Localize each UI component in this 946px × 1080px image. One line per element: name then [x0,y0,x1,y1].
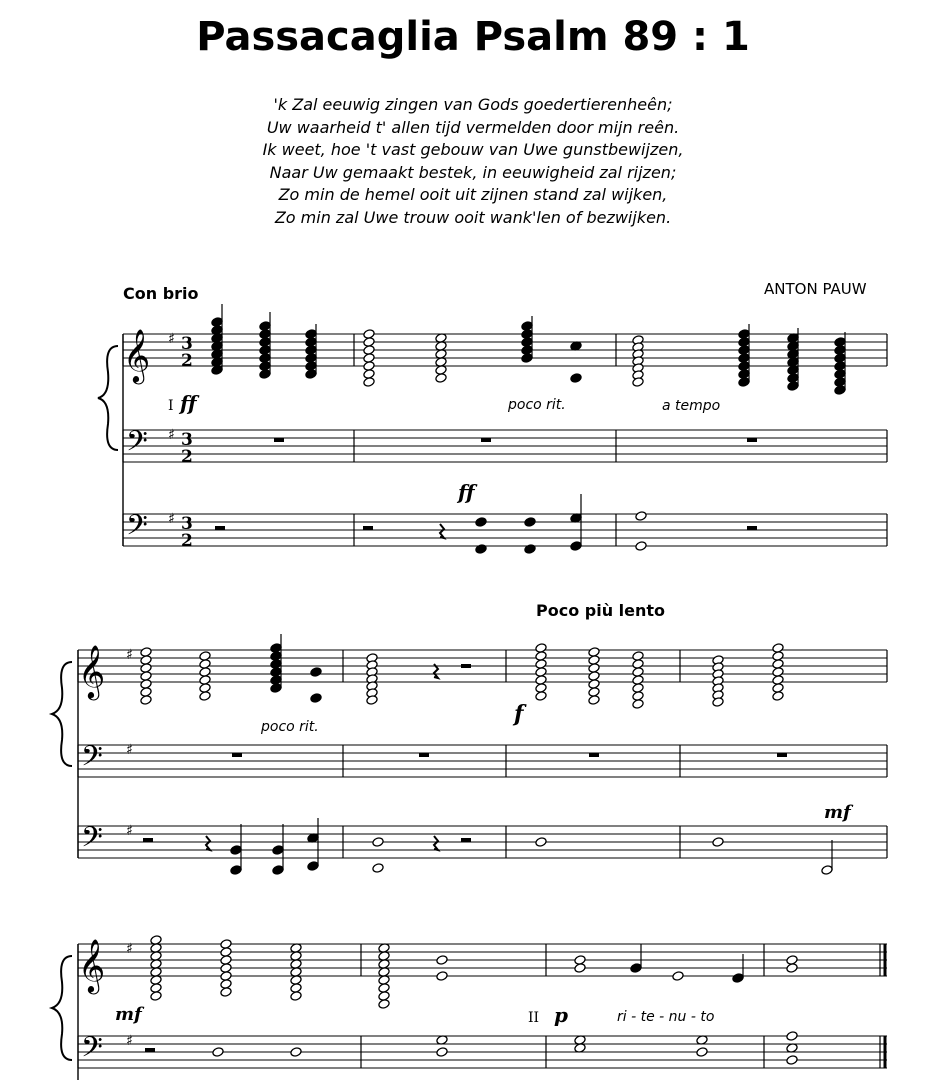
poem-line: Naar Uw gemaakt bestek, in eeuwigheid zal rijzen; [269,162,677,182]
open-notehead [378,999,390,1010]
filled-notehead [787,381,799,392]
grand-staff-brace [52,956,72,1060]
open-notehead [712,837,724,848]
filled-notehead [475,544,487,555]
expression-poco-rit: poco rit. [508,397,566,413]
filled-notehead [270,683,282,694]
filled-notehead [230,865,242,876]
piece-title: Passacaglia Psalm 89 : 1 [196,14,750,60]
filled-notehead [630,963,642,974]
open-notehead [372,837,384,848]
sharp-sign: ♯ [126,1033,133,1049]
bass-clef: 𝄢 [81,740,103,780]
poem-line: Uw waarheid t' allen tijd vermelden door mijn reên. [266,117,680,137]
dynamic-ff: ff [180,391,197,415]
filled-notehead [307,861,319,872]
half-rest [461,664,471,668]
filled-notehead [475,517,487,528]
staff-lines [78,334,887,1068]
dynamic-ff: ff [458,480,475,504]
half-rest [747,526,757,530]
expression-ritenuto: ri - te - nu - to [617,1009,715,1025]
open-notehead [588,695,600,706]
tempo-marking-con-brio: Con brio [123,284,199,303]
composer-name: ANTON PAUW [764,280,867,298]
expression-poco-rit: poco rit. [261,719,319,735]
treble-clef: 𝄞 [78,644,106,698]
open-notehead [220,987,232,998]
half-rest [145,1048,155,1052]
poem-line: 'k Zal eeuwig zingen van Gods goedertierenheên; [273,95,673,114]
expression-a-tempo: a tempo [662,398,721,414]
quarter-rest [206,836,210,850]
quarter-rest [434,836,438,850]
time-signature-denominator: 2 [181,531,193,551]
treble-clef: 𝄞 [78,938,106,992]
open-notehead [150,991,162,1002]
open-notehead [436,955,448,966]
bass-clef: 𝄢 [81,821,103,861]
bass-clef: 𝄢 [126,425,148,465]
filled-notehead [834,385,846,396]
half-rest [215,526,225,530]
filled-notehead [570,541,582,552]
poem-line: Zo min zal Uwe trouw ooit wank'len of bezwijken. [274,207,672,227]
noteheads [140,304,846,1065]
open-notehead [786,1031,798,1042]
manual-marking: I [168,398,174,414]
half-rest [777,753,787,757]
half-rest [143,838,153,842]
half-rest [419,753,429,757]
sharp-sign: ♯ [126,823,133,839]
dynamic-p: p [554,1003,568,1027]
sharp-sign: ♯ [126,647,133,663]
filled-notehead [524,544,536,555]
open-notehead [772,691,784,702]
open-notehead [672,971,684,982]
open-notehead [821,865,833,876]
time-signature-numerator: 3 [181,514,193,534]
filled-notehead [738,377,750,388]
open-notehead [786,963,798,974]
half-rest [274,438,284,442]
filled-notehead [310,667,322,678]
filled-notehead [521,353,533,364]
tempo-marking-poco-piu-lento: Poco più lento [536,601,666,620]
half-rest [363,526,373,530]
quarter-rest [440,524,444,538]
sharp-sign: ♯ [168,511,175,527]
open-notehead [372,863,384,874]
open-notehead [635,541,647,552]
half-rest [232,753,242,757]
open-notehead [632,699,644,710]
open-notehead [635,511,647,522]
dynamic-mf: mf [115,1004,142,1025]
half-rest [589,753,599,757]
grand-staff-brace [98,346,118,450]
sharp-sign: ♯ [168,331,175,347]
filled-notehead [272,865,284,876]
filled-notehead [230,845,242,856]
open-notehead [199,691,211,702]
open-notehead [436,1047,448,1058]
open-notehead [290,1047,302,1058]
poem-line: Zo min de hemel ooit uit zijnen stand zal wijken, [278,185,668,205]
half-rest [461,838,471,842]
sharp-sign: ♯ [126,742,133,758]
time-signature-denominator: 2 [181,351,193,371]
open-notehead [535,691,547,702]
dynamic-f: f [514,701,524,727]
poem-line: Ik weet, hoe 't vast gebouw van Uwe gunstbewijzen, [262,140,684,160]
open-notehead [786,1055,798,1066]
open-notehead [363,377,375,388]
time-signature-denominator: 2 [181,447,193,467]
open-notehead [696,1047,708,1058]
sharp-sign: ♯ [126,941,133,957]
open-notehead [435,373,447,384]
dynamics-and-expressions [115,391,854,1027]
open-notehead [140,695,152,706]
open-notehead [574,963,586,974]
time-signature-numerator: 3 [181,430,193,450]
open-notehead [535,837,547,848]
manual-marking: II [528,1010,540,1026]
half-rest [747,438,757,442]
grand-staff-brace [52,662,72,766]
half-rest [481,438,491,442]
bass-clef: 𝄢 [126,509,148,549]
dynamic-mf: mf [824,802,851,823]
filled-notehead [305,369,317,380]
sharp-sign: ♯ [168,427,175,443]
filled-notehead [310,693,322,704]
open-notehead [290,991,302,1002]
open-notehead [436,971,448,982]
filled-notehead [272,845,284,856]
filled-notehead [259,369,271,380]
filled-notehead [524,517,536,528]
time-signature-numerator: 3 [181,334,193,354]
filled-notehead [732,973,744,984]
open-notehead [212,1047,224,1058]
bass-clef: 𝄢 [81,1031,103,1071]
treble-clef: 𝄞 [123,328,151,382]
filled-notehead [570,373,582,384]
